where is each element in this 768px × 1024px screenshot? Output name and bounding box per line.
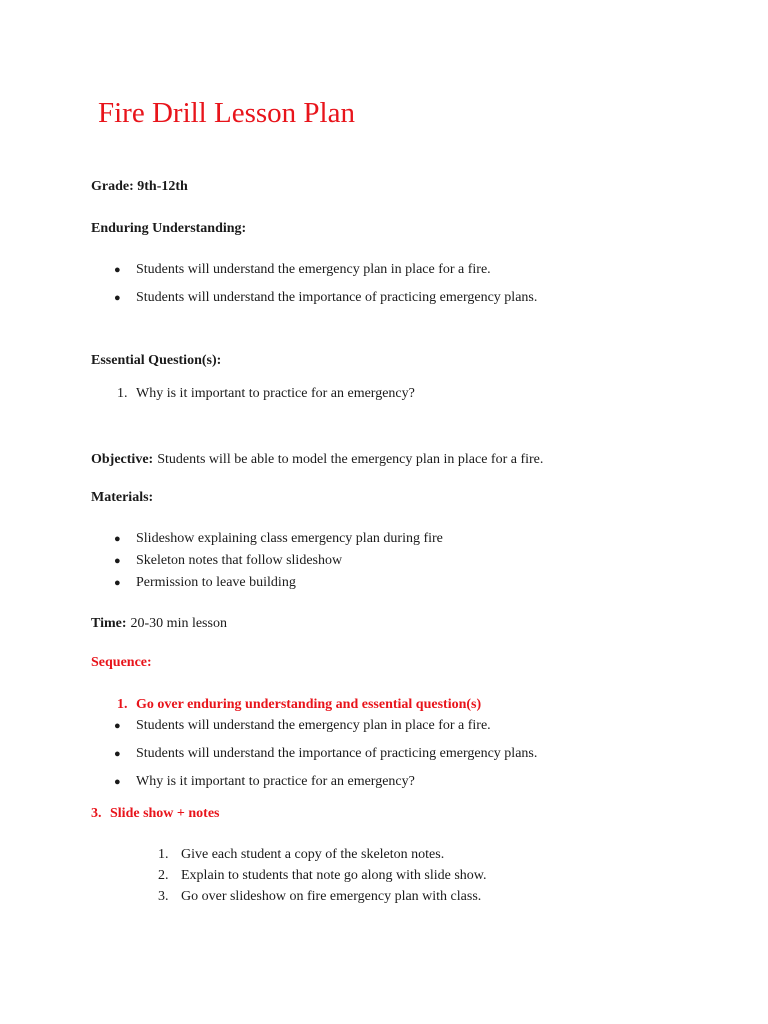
list-number: 2.: [158, 868, 169, 883]
list-item-text: Students will understand the emergency plan in place for a fire.: [136, 718, 491, 733]
bullet-icon: ●: [114, 264, 121, 276]
list-item-text: Explain to students that note go along with slide show.: [181, 868, 487, 883]
essential-heading: Essential Question(s):: [91, 353, 222, 368]
bullet-icon: ●: [114, 533, 121, 545]
page-title: Fire Drill Lesson Plan: [98, 97, 355, 129]
bullet-icon: ●: [114, 776, 121, 788]
list-item-text: Students will understand the importance of practicing emergency plans.: [136, 290, 538, 305]
step-number: 1.: [117, 697, 128, 712]
list-item-text: Permission to leave building: [136, 575, 296, 590]
bullet-icon: ●: [114, 748, 121, 760]
time-row: [91, 614, 227, 633]
bullet-icon: ●: [114, 292, 121, 304]
objective-label: Objective:: [91, 452, 154, 467]
time-text: 20-30 min lesson: [130, 616, 227, 631]
bullet-icon: ●: [114, 720, 121, 732]
list-number: 3.: [158, 889, 169, 904]
list-item-text: Students will understand the emergency plan in place for a fire.: [136, 262, 491, 277]
bullet-icon: ●: [114, 555, 121, 567]
list-item-text: Go over slideshow on fire emergency plan with class.: [181, 889, 482, 904]
list-item-text: Give each student a copy of the skeleton notes.: [181, 847, 445, 862]
list-item-text: Why is it important to practice for an emergency?: [136, 774, 415, 789]
step-title: Go over enduring understanding and essential question(s): [136, 697, 482, 712]
grade-label: Grade: 9th-12th: [91, 179, 188, 194]
bullet-icon: ●: [114, 577, 121, 589]
objective-text: Students will be able to model the emergency plan in place for a fire.: [157, 452, 544, 467]
list-number: 1.: [158, 847, 169, 862]
time-label: Time:: [91, 616, 127, 631]
enduring-heading: Enduring Understanding:: [91, 221, 247, 236]
list-item-text: Students will understand the importance of practicing emergency plans.: [136, 746, 538, 761]
materials-heading: Materials:: [91, 490, 154, 505]
list-item-text: Skeleton notes that follow slideshow: [136, 553, 343, 568]
sequence-heading: Sequence:: [91, 655, 152, 670]
list-number: 1.: [117, 386, 128, 401]
list-item-text: Slideshow explaining class emergency plan during fire: [136, 531, 443, 546]
list-item-text: Why is it important to practice for an emergency?: [136, 386, 415, 401]
step-number: 3.: [91, 806, 102, 821]
objective-row: [91, 450, 543, 469]
step-title: Slide show + notes: [110, 806, 220, 821]
